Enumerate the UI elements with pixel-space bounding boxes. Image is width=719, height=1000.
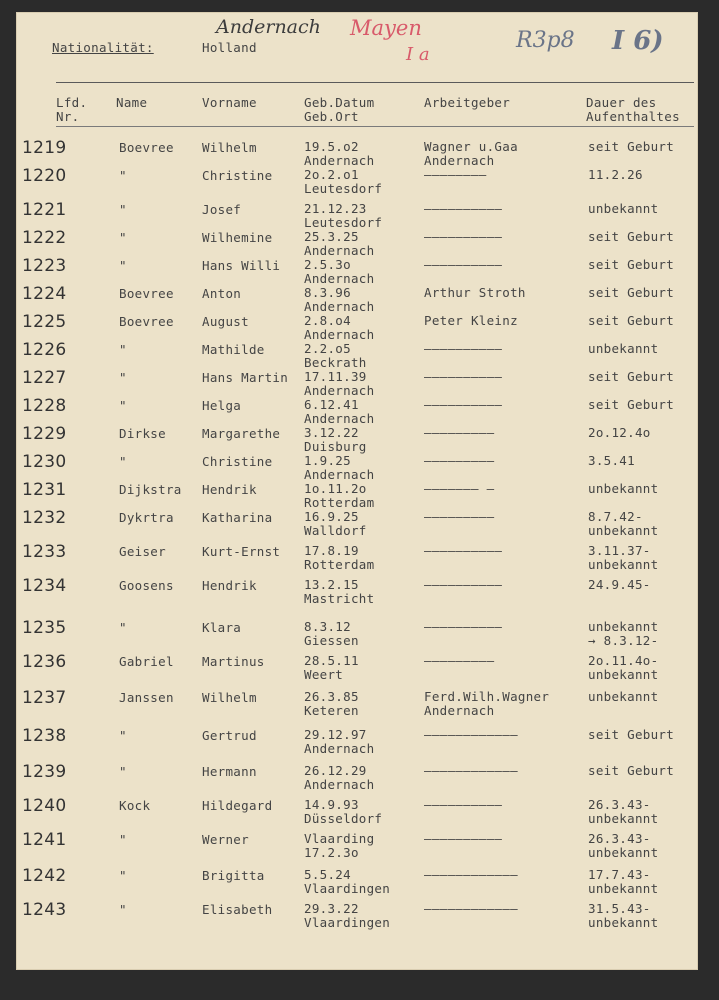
header-rule bbox=[56, 126, 694, 127]
nationality-label: Nationalität: bbox=[52, 40, 154, 55]
row-vorname: Wilhemine bbox=[202, 230, 273, 245]
top-rule bbox=[56, 82, 694, 83]
row-duration: seit Geburt bbox=[588, 285, 675, 300]
row-birth: 26.3.85 Keteren bbox=[304, 689, 359, 718]
row-number: 1241 bbox=[22, 830, 67, 850]
row-name: " bbox=[119, 370, 127, 385]
row-duration: seit Geburt bbox=[588, 763, 675, 778]
row-employer: Arthur Stroth bbox=[424, 285, 526, 300]
col-header-lfd: Lfd. Nr. bbox=[56, 95, 88, 124]
row-name: " bbox=[119, 728, 127, 743]
row-duration: seit Geburt bbox=[588, 139, 675, 154]
row-birth: 2.8.o4 Andernach bbox=[304, 313, 375, 342]
row-employer: —————————— bbox=[424, 257, 503, 272]
nationality-value: Holland bbox=[202, 40, 257, 55]
row-employer: —————————— bbox=[424, 619, 503, 634]
col-header-dauer: Dauer des Aufenthaltes bbox=[586, 95, 680, 124]
row-birth: 8.3.12 Giessen bbox=[304, 619, 359, 648]
row-vorname: Hendrik bbox=[202, 578, 257, 593]
row-duration: 8.7.42- unbekannt bbox=[588, 509, 659, 538]
row-employer: —————————— bbox=[424, 831, 503, 846]
row-vorname: Josef bbox=[202, 202, 242, 217]
row-birth: 28.5.11 Weert bbox=[304, 653, 359, 682]
col-header-name: Name bbox=[116, 95, 148, 110]
row-name: " bbox=[119, 168, 127, 183]
row-birth: 16.9.25 Walldorf bbox=[304, 509, 367, 538]
row-duration: 3.11.37- unbekannt bbox=[588, 543, 659, 572]
row-name: Boevree bbox=[119, 286, 174, 301]
row-employer: Peter Kleinz bbox=[424, 313, 518, 328]
handwritten-town: Andernach bbox=[216, 16, 321, 38]
row-duration: seit Geburt bbox=[588, 727, 675, 742]
row-employer: ———————————— bbox=[424, 867, 518, 882]
row-vorname: Hans Martin bbox=[202, 370, 289, 385]
row-number: 1232 bbox=[22, 508, 67, 528]
col-header-vorname: Vorname bbox=[202, 95, 257, 110]
row-name: " bbox=[119, 202, 127, 217]
row-number: 1234 bbox=[22, 576, 67, 596]
row-birth: 13.2.15 Mastricht bbox=[304, 577, 375, 606]
row-birth: 29.3.22 Vlaardingen bbox=[304, 901, 391, 930]
row-birth: 8.3.96 Andernach bbox=[304, 285, 375, 314]
row-employer: —————————— bbox=[424, 397, 503, 412]
col-header-arbeitgeber: Arbeitgeber bbox=[424, 95, 511, 110]
row-number: 1243 bbox=[22, 900, 67, 920]
row-number: 1229 bbox=[22, 424, 67, 444]
row-duration: seit Geburt bbox=[588, 397, 675, 412]
row-name: Dirkse bbox=[119, 426, 166, 441]
row-name: " bbox=[119, 398, 127, 413]
row-number: 1240 bbox=[22, 796, 67, 816]
row-duration: unbekannt → 8.3.12- bbox=[588, 619, 659, 648]
row-employer: —————————— bbox=[424, 229, 503, 244]
row-employer: Ferd.Wilh.Wagner Andernach bbox=[424, 689, 550, 718]
row-vorname: Wilhelm bbox=[202, 140, 257, 155]
row-name: Geiser bbox=[119, 544, 166, 559]
row-employer: ————————— bbox=[424, 653, 495, 668]
row-birth: 2o.2.o1 Leutesdorf bbox=[304, 167, 383, 196]
row-number: 1223 bbox=[22, 256, 67, 276]
row-birth: 17.8.19 Rotterdam bbox=[304, 543, 375, 572]
row-duration: 17.7.43- unbekannt bbox=[588, 867, 659, 896]
row-vorname: Martinus bbox=[202, 654, 265, 669]
row-employer: ————————— bbox=[424, 509, 495, 524]
row-birth: 21.12.23 Leutesdorf bbox=[304, 201, 383, 230]
row-number: 1220 bbox=[22, 166, 67, 186]
row-name: " bbox=[119, 620, 127, 635]
row-duration: 11.2.26 bbox=[588, 167, 643, 182]
row-name: " bbox=[119, 230, 127, 245]
row-name: Dykrtra bbox=[119, 510, 174, 525]
row-number: 1219 bbox=[22, 138, 67, 158]
row-vorname: Hermann bbox=[202, 764, 257, 779]
row-name: " bbox=[119, 258, 127, 273]
row-number: 1225 bbox=[22, 312, 67, 332]
row-birth: 1o.11.2o Rotterdam bbox=[304, 481, 375, 510]
row-employer: Wagner u.Gaa Andernach bbox=[424, 139, 518, 168]
row-vorname: Kurt-Ernst bbox=[202, 544, 281, 559]
row-duration: 31.5.43- unbekannt bbox=[588, 901, 659, 930]
reference-mark-left: R3p8 bbox=[516, 28, 575, 53]
row-duration: seit Geburt bbox=[588, 257, 675, 272]
row-vorname: Katharina bbox=[202, 510, 273, 525]
row-birth: 2.2.o5 Beckrath bbox=[304, 341, 367, 370]
red-stamp-sub: I a bbox=[406, 44, 430, 65]
row-number: 1222 bbox=[22, 228, 67, 248]
row-vorname: Christine bbox=[202, 454, 273, 469]
row-vorname: Hans Willi bbox=[202, 258, 281, 273]
row-number: 1236 bbox=[22, 652, 67, 672]
row-employer: —————————— bbox=[424, 797, 503, 812]
row-vorname: Elisabeth bbox=[202, 902, 273, 917]
row-vorname: Margarethe bbox=[202, 426, 281, 441]
row-name: " bbox=[119, 342, 127, 357]
row-birth: 19.5.o2 Andernach bbox=[304, 139, 375, 168]
row-number: 1239 bbox=[22, 762, 67, 782]
row-duration: 26.3.43- unbekannt bbox=[588, 797, 659, 826]
row-birth: 14.9.93 Düsseldorf bbox=[304, 797, 383, 826]
row-name: " bbox=[119, 764, 127, 779]
row-birth: 1.9.25 Andernach bbox=[304, 453, 375, 482]
document-page bbox=[16, 12, 698, 970]
row-name: Boevree bbox=[119, 140, 174, 155]
row-vorname: Klara bbox=[202, 620, 242, 635]
row-employer: ———————————— bbox=[424, 763, 518, 778]
row-number: 1233 bbox=[22, 542, 67, 562]
row-duration: seit Geburt bbox=[588, 229, 675, 244]
row-vorname: Gertrud bbox=[202, 728, 257, 743]
row-duration: 26.3.43- unbekannt bbox=[588, 831, 659, 860]
row-employer: ———————— bbox=[424, 167, 487, 182]
row-number: 1230 bbox=[22, 452, 67, 472]
row-duration: seit Geburt bbox=[588, 313, 675, 328]
row-duration: unbekannt bbox=[588, 341, 659, 356]
row-number: 1235 bbox=[22, 618, 67, 638]
row-name: " bbox=[119, 454, 127, 469]
row-birth: 2.5.3o Andernach bbox=[304, 257, 375, 286]
row-birth: 6.12.41 Andernach bbox=[304, 397, 375, 426]
row-vorname: Helga bbox=[202, 398, 242, 413]
row-birth: 5.5.24 Vlaardingen bbox=[304, 867, 391, 896]
row-number: 1221 bbox=[22, 200, 67, 220]
row-duration: unbekannt bbox=[588, 481, 659, 496]
row-vorname: Brigitta bbox=[202, 868, 265, 883]
row-number: 1224 bbox=[22, 284, 67, 304]
row-duration: 2o.12.4o bbox=[588, 425, 651, 440]
row-number: 1238 bbox=[22, 726, 67, 746]
row-vorname: Anton bbox=[202, 286, 242, 301]
row-employer: ———————————— bbox=[424, 901, 518, 916]
row-name: " bbox=[119, 832, 127, 847]
row-vorname: August bbox=[202, 314, 249, 329]
row-number: 1226 bbox=[22, 340, 67, 360]
row-birth: 25.3.25 Andernach bbox=[304, 229, 375, 258]
row-employer: —————————— bbox=[424, 201, 503, 216]
row-name: Boevree bbox=[119, 314, 174, 329]
row-duration: 24.9.45- bbox=[588, 577, 651, 592]
row-name: " bbox=[119, 868, 127, 883]
row-employer: ——————— — bbox=[424, 481, 495, 496]
row-duration: unbekannt bbox=[588, 689, 659, 704]
row-birth: Vlaarding 17.2.3o bbox=[304, 831, 375, 860]
col-header-geb: Geb.Datum Geb.Ort bbox=[304, 95, 375, 124]
row-employer: —————————— bbox=[424, 341, 503, 356]
reference-mark-right: I 6) bbox=[612, 26, 664, 56]
row-duration: 2o.11.4o- unbekannt bbox=[588, 653, 659, 682]
row-name: Gabriel bbox=[119, 654, 174, 669]
row-employer: —————————— bbox=[424, 543, 503, 558]
row-employer: ———————————— bbox=[424, 727, 518, 742]
row-birth: 29.12.97 Andernach bbox=[304, 727, 375, 756]
row-name: Dijkstra bbox=[119, 482, 182, 497]
row-employer: —————————— bbox=[424, 577, 503, 592]
row-number: 1231 bbox=[22, 480, 67, 500]
row-name: " bbox=[119, 902, 127, 917]
row-vorname: Christine bbox=[202, 168, 273, 183]
row-vorname: Hendrik bbox=[202, 482, 257, 497]
row-birth: 3.12.22 Duisburg bbox=[304, 425, 367, 454]
row-name: Goosens bbox=[119, 578, 174, 593]
row-name: Kock bbox=[119, 798, 151, 813]
row-birth: 17.11.39 Andernach bbox=[304, 369, 375, 398]
row-number: 1242 bbox=[22, 866, 67, 886]
row-employer: —————————— bbox=[424, 369, 503, 384]
row-duration: seit Geburt bbox=[588, 369, 675, 384]
row-duration: unbekannt bbox=[588, 201, 659, 216]
row-employer: ————————— bbox=[424, 453, 495, 468]
row-vorname: Werner bbox=[202, 832, 249, 847]
row-vorname: Wilhelm bbox=[202, 690, 257, 705]
row-vorname: Hildegard bbox=[202, 798, 273, 813]
row-name: Janssen bbox=[119, 690, 174, 705]
row-number: 1237 bbox=[22, 688, 67, 708]
row-duration: 3.5.41 bbox=[588, 453, 635, 468]
row-number: 1228 bbox=[22, 396, 67, 416]
row-number: 1227 bbox=[22, 368, 67, 388]
red-stamp: Mayen bbox=[350, 16, 422, 40]
row-birth: 26.12.29 Andernach bbox=[304, 763, 375, 792]
row-vorname: Mathilde bbox=[202, 342, 265, 357]
row-employer: ————————— bbox=[424, 425, 495, 440]
